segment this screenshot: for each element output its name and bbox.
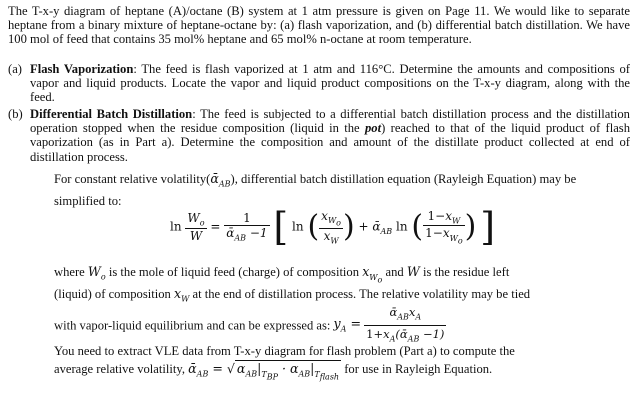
part-a-label: (a) bbox=[8, 62, 22, 76]
part-b-pot: pot bbox=[364, 121, 382, 136]
intro-paragraph: The T-x-y diagram of heptane (A)/octane (B) system at 1 atm pressure is given on Page 11. We would like to separate heptane from a binary mixture of heptane-octane by: (a) flash vaporization, and (b) differential batch distillation. We have 100 mol of feed that contains 35 mol% heptane and 65 mol% n-octane at room temperature. bbox=[8, 4, 630, 47]
xw0-symbol: $x_{W_o}$ bbox=[362, 264, 383, 285]
alpha-ab-symbol: ᾱ$_{AB}$ bbox=[210, 171, 231, 189]
part-b-title: Differential Batch Distillation bbox=[30, 107, 193, 121]
part-a bbox=[8, 62, 630, 105]
avg-line: average relative volatility, ᾱ$_{AB}$ = √ $\alpha_{AB}|_{T_{BP}} \cdot \alpha_{AB}|_{T_{flash}}$ for use in Rayleigh Equation. bbox=[54, 361, 493, 382]
part-b-label: (b) bbox=[8, 107, 23, 121]
w-symbol: W bbox=[406, 264, 420, 279]
rayleigh-intro-1: For constant relative volatility( bbox=[54, 172, 211, 186]
part-b bbox=[8, 107, 630, 164]
extract-line: You need to extract VLE data from T-x-y diagram for flash problem (Part a) to compute the bbox=[54, 344, 515, 358]
where-line-1: where $W_o$ is the mole of liquid feed (charge) of composition $x_{W_o}$ and W is the residue left bbox=[54, 264, 510, 285]
xw-symbol: $x_W$ bbox=[173, 286, 190, 304]
rayleigh-intro bbox=[54, 171, 624, 209]
rayleigh-equation: ln $\frac{W_o}{W}$ = $\frac{1}{ᾱ_{AB} -1}$ [ ln ( $\frac{x_{W_o}}{x_W}$ ) + ᾱ$_{AB}$ ln ( $\frac{1-x_W}{1-x_{W_o}}$ ) ] bbox=[170, 205, 496, 249]
rayleigh-intro-2: ), differential batch distillation equation (Rayleigh Equation) may be simplified to: bbox=[54, 172, 577, 208]
part-a-title: Flash Vaporization bbox=[30, 62, 134, 76]
vle-fraction: $\frac{ᾱ_{AB}x_A}{1+x_A(ᾱ_{AB} -1)}$ bbox=[366, 305, 445, 344]
vle-line: with vapor-liquid equilibrium and can be expressed as: $y_A$ = $\frac{ᾱ_{AB}x_A}{1+x_A(ᾱ_{AB} -1)}$ bbox=[54, 304, 624, 348]
avg-alpha-formula: ᾱ$_{AB}$ = √ $\alpha_{AB}|_{T_{BP}} \cdot \alpha_{AB}|_{T_{flash}}$ bbox=[188, 361, 340, 382]
part-a-text: : The feed is flash vaporized at 1 atm and 116°C. Determine the amounts and compositions of vapor and liquid products. Locate the vapor and liquid product compositions on the T-x-y diagram, along with the feed. bbox=[30, 62, 630, 105]
where-line-2: (liquid) of composition $x_W$ at the end of distillation process. The relative volatility may be tied bbox=[54, 286, 531, 304]
part-b-text-1: : The feed is subjected to a differential batch distillation process and the distillation operation stopped when the residue composition (liquid in the bbox=[30, 107, 630, 136]
part-b-text-2: ) reached to that of the liquid product of flash vaporization (as in Part a). Determine the composition and amount of the distillate product collected at end of distillation process. bbox=[30, 121, 630, 164]
ya-symbol: $y_A$ = bbox=[333, 315, 362, 334]
w0-symbol: $W_o$ bbox=[87, 264, 106, 282]
